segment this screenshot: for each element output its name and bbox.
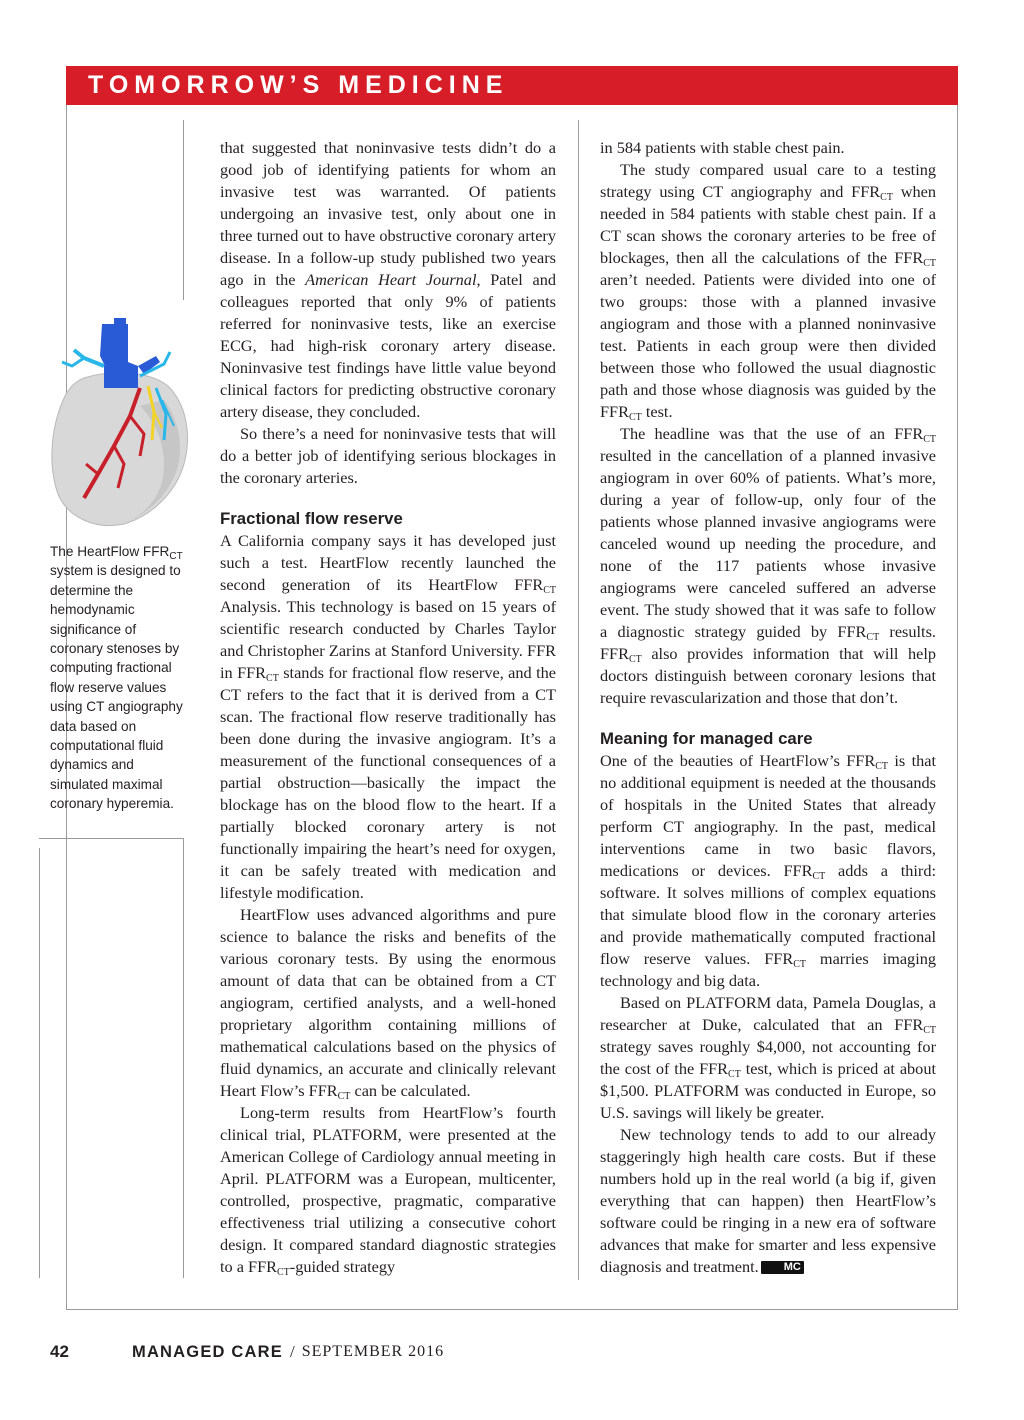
ct-subscript: CT bbox=[728, 1069, 741, 1080]
col2-p3-text-a: The headline was that the use of an bbox=[620, 424, 895, 443]
ffr-term: FFR bbox=[764, 949, 794, 968]
caption-text-end: system is designed to determine the hemodynamic significance of coronary stenoses by computing fractional flow reserve values using CT angiography data based on computational fluid dynamics and simulated maximal coronary hyperemia. bbox=[50, 563, 183, 812]
ct-subscript: CT bbox=[923, 434, 936, 445]
col2-p4-text-c: adds a third: software. It solves millions of complex equations that simulate blood flow in the coronary arteries and provide mathematically computed fractional flow reserve values. bbox=[600, 861, 936, 968]
ffr-term: FFR bbox=[308, 1081, 338, 1100]
col1-p5-text-a: Long-term results from HeartFlow’s fourth clinical trial, PLATFORM, were presented at the American College of Cardiology annual meeting in April. PLATFORM was a European, multicenter, controlled, prospective, pragmatic, comparative effectiveness trial utilizing a consecutive cohort design. It compared standard diagnostic strategies to a bbox=[220, 1103, 556, 1276]
col2-p3-text-b: resulted in the cancellation of a planned invasive angiogram in over 60% of patients. What’s more, during a year of follow-up, only four of the patients whose planned invasive angiograms were canceled wound up needing the procedure, and none of the 117 patients whose invasive angiograms were canceled suffered an adverse event. The study showed that it was safe to follow a diagnostic strategy guided by bbox=[600, 446, 936, 641]
ffr-term: FFR bbox=[248, 1257, 278, 1276]
col1-paragraph-1 bbox=[220, 137, 556, 423]
ct-subscript: CT bbox=[543, 585, 556, 596]
heart-model-illustration bbox=[44, 316, 194, 531]
col1-paragraph-3 bbox=[220, 530, 556, 904]
ct-subscript: CT bbox=[277, 1267, 290, 1278]
col2-paragraph-1: in 584 patients with stable chest pain. bbox=[600, 138, 845, 157]
caption-rule bbox=[39, 838, 184, 839]
col2-p2-text-d: test. bbox=[641, 402, 673, 421]
col2-paragraph-2 bbox=[600, 159, 936, 423]
col1-p4-text-a: HeartFlow uses advanced algorithms and pure science to balance the risks and benefits of the various coronary tests. By using the enormous amount of data that can be obtained from a CT angiogram, certified analysts, and a well-honed proprietary algorithm containing millions of mathematical calculations based on the physics of fluid dynamics, an accurate and clinically relevant Heart Flow’s bbox=[220, 905, 556, 1100]
col1-paragraph-2: So there’s a need for noninvasive tests that will do a better job of identifying serious blockages in the coronary arteries. bbox=[220, 424, 556, 487]
frame-bottom-border bbox=[66, 1309, 958, 1310]
col2-p2-text-b: when needed in 584 patients with stable chest pain. If a CT scan shows the coronary arteries to be free of blockages, then all the calculations of the bbox=[600, 182, 936, 267]
page-number: 42 bbox=[50, 1342, 69, 1361]
col1-paragraph-5 bbox=[220, 1102, 556, 1278]
col2-p5-text-a: Based on PLATFORM data, Pamela Douglas, a researcher at Duke, calculated that an bbox=[600, 993, 936, 1034]
col2-p6-text: New technology tends to add to our already staggeringly high health care costs. But if these numbers hold up in the real world (a big if, given everything that can happen) then HeartFlow’s software could be ringing in a new era of software advances that make for smarter and less expensive diagnosis and treatment. bbox=[600, 1125, 936, 1276]
caption-text-start: The HeartFlow FFR bbox=[50, 544, 170, 559]
col1-paragraph-4 bbox=[220, 904, 556, 1102]
ffr-term: FFR bbox=[514, 575, 544, 594]
ffr-term: FFR bbox=[699, 1059, 729, 1078]
col2-p4-text-b: is that no additional equipment is needed at the thousands of hospitals in the United States that already perform CT angiography. In the past, medical interventions came in two basic flavors, medications or devices. bbox=[600, 751, 936, 880]
col1-heading: Fractional flow reserve bbox=[220, 509, 403, 528]
article-column-1 bbox=[220, 137, 556, 1278]
ct-subscript: CT bbox=[923, 258, 936, 269]
ffr-term: FFR bbox=[894, 1015, 924, 1034]
ct-subscript: CT bbox=[880, 192, 893, 203]
col2-p5-text-c: test, which is priced at about $1,500. PLATFORM was conducted in Europe, so U.S. savings will likely be greater. bbox=[600, 1059, 936, 1122]
article-column-2 bbox=[600, 137, 936, 1278]
publication-name: MANAGED CARE bbox=[132, 1342, 283, 1361]
sidebar-divider-top bbox=[183, 120, 184, 300]
ct-subscript: CT bbox=[266, 673, 279, 684]
end-mark-badge: MC bbox=[761, 1261, 804, 1274]
ffr-term: FFR bbox=[783, 861, 813, 880]
ct-subscript: CT bbox=[875, 761, 888, 772]
figure-caption bbox=[50, 542, 184, 814]
sidebar-divider-left bbox=[39, 848, 40, 1278]
left-vessel-2 bbox=[62, 358, 84, 366]
ct-subscript: CT bbox=[628, 412, 642, 423]
ffr-term: FFR bbox=[600, 644, 629, 663]
col1-p4-text-b: can be calculated. bbox=[350, 1081, 471, 1100]
column-divider bbox=[578, 120, 579, 1280]
ct-subscript: CT bbox=[628, 654, 642, 665]
ffr-term: FFR bbox=[837, 622, 867, 641]
journal-name: American Heart Journal bbox=[305, 270, 477, 289]
col2-heading: Meaning for managed care bbox=[600, 729, 813, 748]
ffr-term: FFR bbox=[851, 182, 881, 201]
col2-paragraph-5 bbox=[600, 992, 936, 1124]
aorta-branch bbox=[114, 318, 126, 330]
ct-subscript: CT bbox=[793, 959, 806, 970]
ffr-term: FFR bbox=[894, 248, 924, 267]
footer-separator: / bbox=[289, 1342, 295, 1361]
col2-p3-text-d: also provides information that will help doctors distinguish between coronary lesions that require revascularization and those that don’t. bbox=[600, 644, 936, 707]
aorta bbox=[100, 324, 138, 388]
section-title: TOMORROW’S MEDICINE bbox=[88, 71, 509, 99]
col2-p4-text-a: One of the beauties of HeartFlow’s bbox=[600, 751, 847, 770]
sidebar-divider-bottom bbox=[183, 838, 184, 1278]
col1-p3-text-a: A California company says it has developed just such a test. HeartFlow recently launched the second generation of its HeartFlow bbox=[220, 531, 556, 594]
col2-paragraph-3 bbox=[600, 423, 936, 709]
col1-p5-text-b: -guided strategy bbox=[289, 1257, 396, 1276]
ct-subscript: CT bbox=[337, 1091, 351, 1102]
col1-p3-text-c: stands for fractional flow reserve, and the CT refers to the fact that it is derived from a CT scan. The fractional flow reserve traditionally has been done during the invasive angiogram. It’s a measurement of the functional consequences of a partial obstruction—basically the impact the blockage has on the blood flow to the heart. If a partially blocked coronary artery is not functionally impairing the heart’s need for oxygen, it can be safely treated with medication and lifestyle modification. bbox=[220, 663, 556, 902]
section-banner bbox=[66, 66, 958, 105]
ffr-term: FFR bbox=[600, 402, 629, 421]
col2-p2-text-a: The study compared usual care to a testing strategy using CT angiography and bbox=[600, 160, 936, 201]
col2-p3-text-c: results. bbox=[879, 622, 936, 641]
ct-subscript: CT bbox=[866, 632, 880, 643]
ffr-term: FFR bbox=[237, 663, 267, 682]
col2-p2-text-c: aren’t needed. Patients were divided into one of two groups: those with a planned invasive angiogram and those with a planned noninvasive test. Patients in each group were then divided between those who followed the usual diagnostic path and those whose diagnosis was guided by the bbox=[600, 270, 936, 399]
col2-p5-text-b: strategy saves roughly $4,000, not accounting for the cost of the bbox=[600, 1037, 936, 1078]
col2-paragraph-4 bbox=[600, 750, 936, 992]
col1-p1-text-a: that suggested that noninvasive tests didn’t do a good job of identifying patients for whom an invasive test was warranted. Of patients undergoing an invasive test, only about one in three turned out to have obstructive coronary artery disease. In a follow-up study published two years ago in the bbox=[220, 138, 556, 289]
col1-p1-text-b: , Patel and colleagues reported that only 9% of patients referred for noninvasive tests, like an exercise ECG, had high-risk coronary artery disease. Noninvasive test findings have little value beyond clinical factors for predicting obstructive coronary artery disease, they concluded. bbox=[220, 270, 557, 421]
left-vessel-1 bbox=[74, 350, 104, 366]
ffr-term: FFR bbox=[846, 751, 876, 770]
page-footer bbox=[50, 1340, 970, 1364]
frame-right-border bbox=[957, 105, 958, 1310]
caption-subscript: CT bbox=[169, 551, 183, 562]
col1-p3-text-b: Analysis. This technology is based on 15 years of scientific research conducted by Charles Taylor and Christopher Zarins at Stanford University. FFR in bbox=[220, 597, 556, 682]
ffr-term: FFR bbox=[894, 424, 924, 443]
col2-paragraph-6 bbox=[600, 1124, 936, 1278]
ct-subscript: CT bbox=[812, 871, 826, 882]
col2-p4-text-d: marries imaging technology and big data. bbox=[600, 949, 936, 990]
ct-subscript: CT bbox=[923, 1025, 936, 1036]
issue-date: SEPTEMBER 2016 bbox=[301, 1343, 445, 1360]
